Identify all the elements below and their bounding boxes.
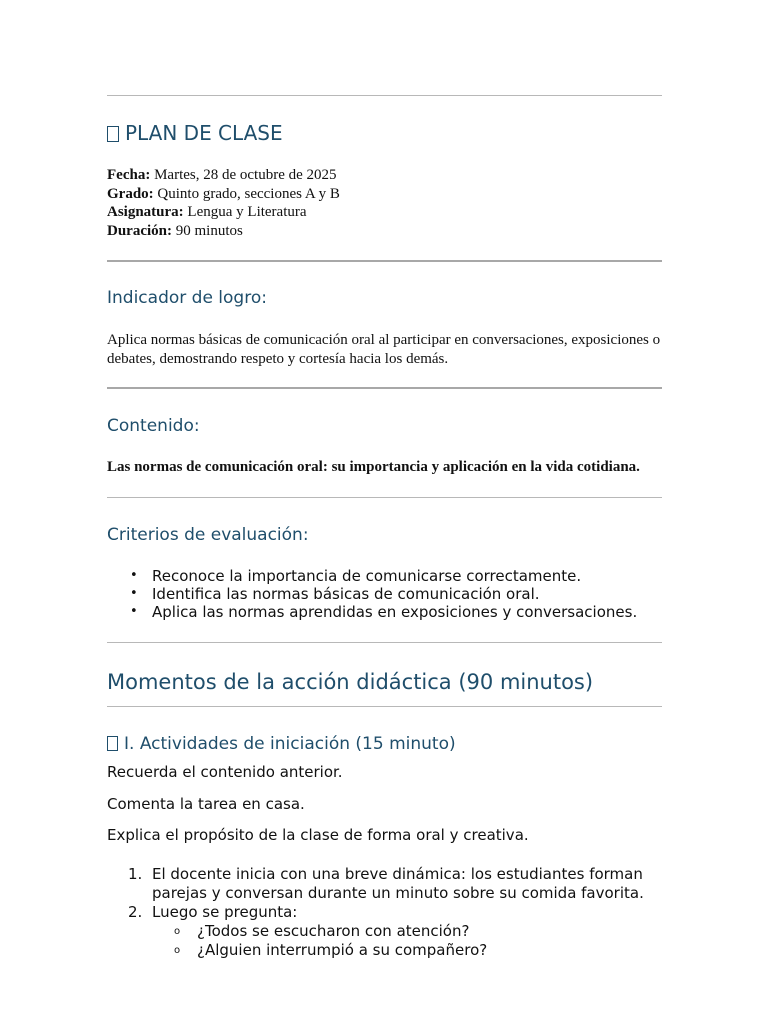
list-item: • Reconoce la importancia de comunicarse correctamente. — [152, 567, 637, 585]
meta-value: Quinto grado, secciones A y B — [153, 185, 340, 202]
list-item — [128, 865, 672, 903]
section-icon — [107, 736, 118, 751]
criterios-heading: Criterios de evaluación: — [107, 525, 309, 545]
divider — [107, 260, 662, 262]
lesson-meta — [107, 166, 340, 240]
divider — [107, 95, 662, 96]
divider — [107, 642, 662, 643]
meta-value: Martes, 28 de octubre de 2025 — [150, 167, 337, 183]
page-title — [107, 121, 283, 145]
meta-grado — [107, 185, 340, 204]
meta-label: Asignatura: — [107, 204, 184, 220]
steps-list — [107, 865, 672, 959]
iniciacion-line: Recuerda el contenido anterior. — [107, 763, 343, 781]
meta-duracion — [107, 222, 340, 241]
list-item — [128, 903, 672, 959]
questions-list — [152, 922, 672, 959]
meta-label: Grado: — [107, 185, 154, 202]
iniciacion-heading — [107, 734, 456, 754]
divider — [107, 387, 662, 389]
momentos-heading: Momentos de la acción didáctica (90 minutos) — [107, 670, 594, 694]
document-icon — [107, 126, 119, 142]
meta-asignatura — [107, 203, 340, 222]
iniciacion-heading-text: I. Actividades de iniciación (15 minuto) — [124, 734, 456, 754]
iniciacion-line: Explica el propósito de la clase de forma oral y creativa. — [107, 826, 529, 844]
page-title-text: PLAN DE CLASE — [125, 121, 283, 145]
step-text: El docente inicia con una breve dinámica: los estudiantes forman parejas y conversan durante un minuto sobre su comida favorita. — [152, 865, 644, 902]
indicador-heading: Indicador de logro: — [107, 288, 267, 308]
step-number: 2. — [128, 903, 143, 921]
iniciacion-line: Comenta la tarea en casa. — [107, 795, 305, 813]
meta-value: Lengua y Literatura — [183, 204, 307, 220]
meta-fecha — [107, 166, 340, 185]
contenido-heading: Contenido: — [107, 416, 200, 436]
criterios-list — [107, 567, 637, 621]
indicador-text: Aplica normas básicas de comunicación oral al participar en conversaciones, exposiciones o debates, demostrando respeto y cortesía hacia los demás. — [107, 332, 661, 367]
meta-label: Duración: — [107, 222, 172, 239]
list-item: o ¿Alguien interrumpió a su compañero? — [197, 941, 672, 960]
divider — [107, 706, 662, 707]
list-item: o ¿Todos se escucharon con atención? — [197, 922, 672, 941]
list-item: • Identifica las normas básicas de comunicación oral. — [152, 585, 637, 603]
meta-value: 90 minutos — [172, 222, 243, 239]
contenido-text: Las normas de comunicación oral: su importancia y aplicación en la vida cotidiana. — [107, 459, 640, 475]
step-number: 1. — [128, 865, 143, 883]
list-item: • Aplica las normas aprendidas en exposiciones y conversaciones. — [152, 603, 637, 621]
step-text: Luego se pregunta: — [152, 903, 298, 921]
meta-label: Fecha: — [107, 167, 151, 183]
divider — [107, 497, 662, 498]
